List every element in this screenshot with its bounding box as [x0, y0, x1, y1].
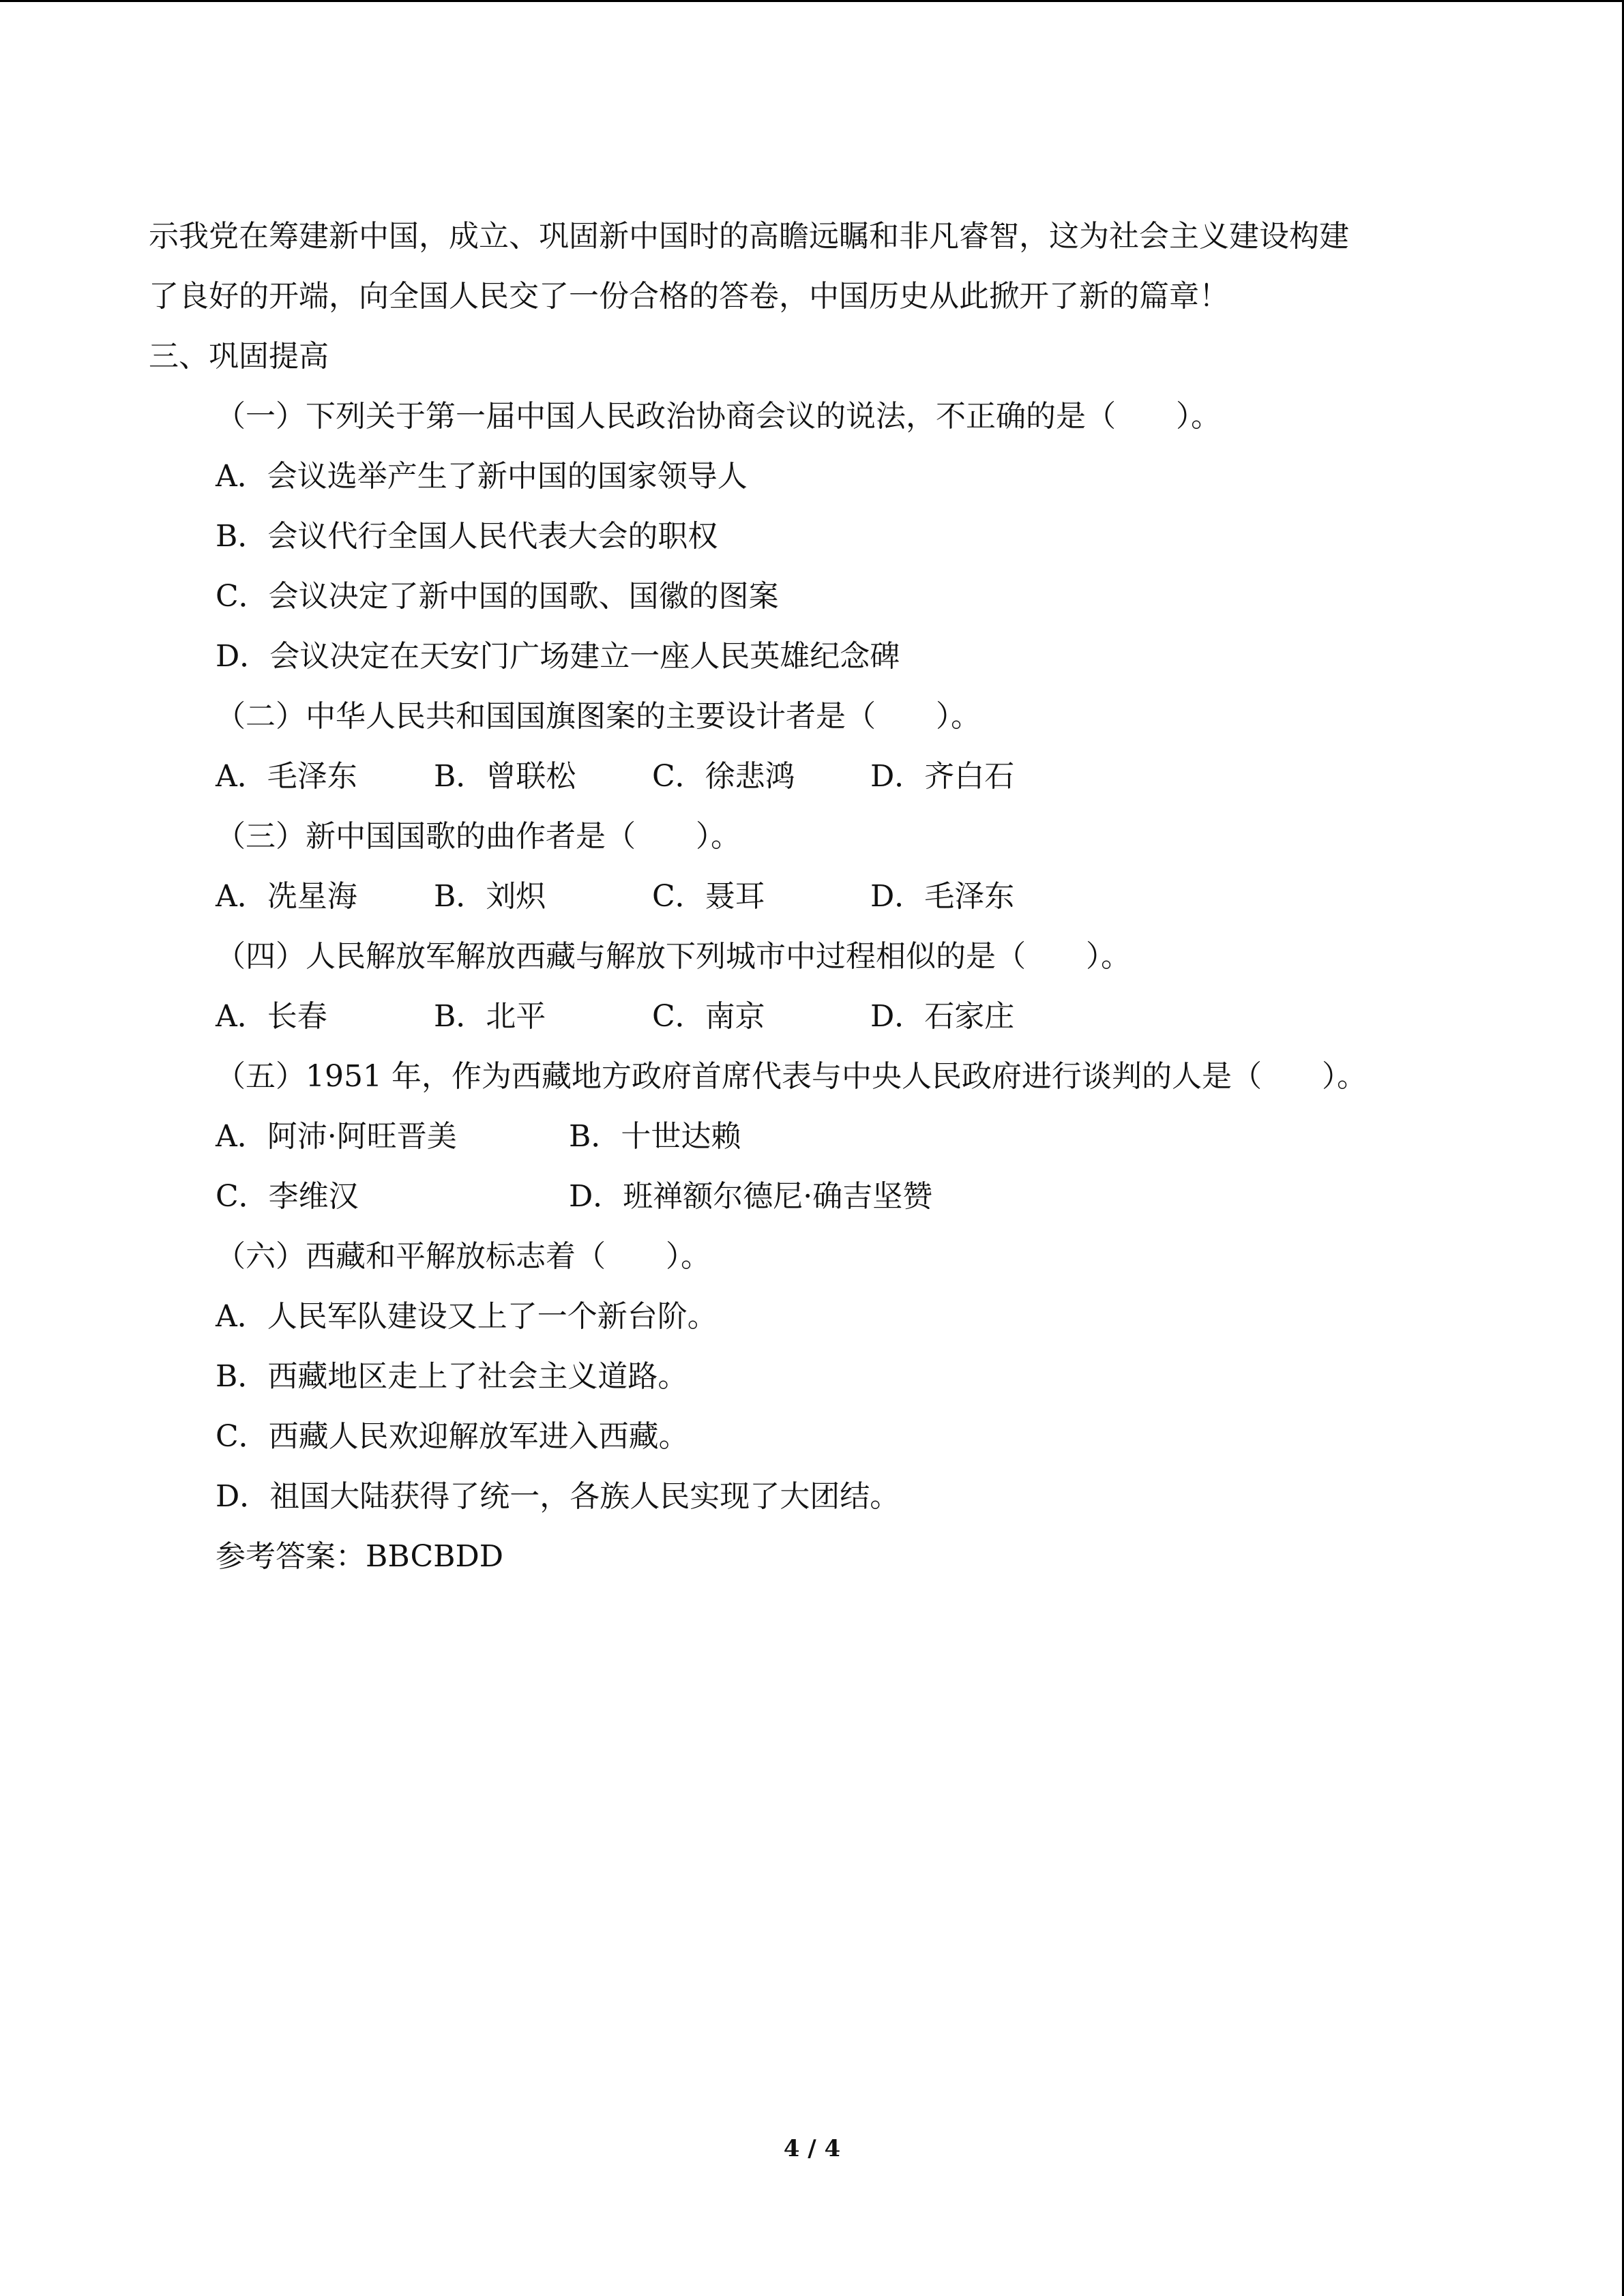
question-1-option-c: C．会议决定了新中国的国歌、国徽的图案	[216, 579, 779, 614]
question-4-option-c: C．南京	[652, 999, 765, 1034]
question-2-title: （二）中华人民共和国国旗图案的主要设计者是（ ）。	[216, 699, 981, 734]
question-1-option-d: D．会议决定在天安门广场建立一座人民英雄纪念碑	[216, 639, 900, 674]
question-5-title: （五）1951 年，作为西藏地方政府首席代表与中央人民政府进行谈判的人是（ ）。	[216, 1059, 1367, 1094]
page-number: 4 / 4	[783, 2135, 841, 2162]
section-title: 三、巩固提高	[149, 339, 329, 374]
document-content	[149, 207, 1486, 1587]
question-4-options	[149, 987, 1486, 1047]
question-2-option-d: D．齐白石	[870, 759, 1015, 794]
question-6-option-b: B．西藏地区走上了社会主义道路。	[216, 1359, 688, 1394]
intro-line-2: 了良好的开端，向全国人民交了一份合格的答卷，中国历史从此掀开了新的篇章！	[149, 279, 1229, 314]
question-4-option-a: A．长春	[216, 999, 327, 1034]
question-3-title: （三）新中国国歌的曲作者是（ ）。	[216, 819, 741, 854]
question-3-options	[149, 867, 1486, 927]
question-3-option-b: B．刘炽	[434, 879, 546, 914]
question-2-options	[149, 747, 1486, 807]
question-4-option-b: B．北平	[434, 999, 546, 1034]
question-5-options-row-1	[149, 1107, 1486, 1167]
question-1-title: （一）下列关于第一届中国人民政治协商会议的说法，不正确的是（ ）。	[216, 399, 1221, 434]
question-6-option-d: D．祖国大陆获得了统一，各族人民实现了大团结。	[216, 1479, 900, 1514]
question-6-title: （六）西藏和平解放标志着（ ）。	[216, 1239, 711, 1274]
question-5-option-a: A．阿沛·阿旺晋美	[216, 1119, 457, 1154]
question-5-options-row-2	[149, 1167, 1486, 1227]
question-1-option-a: A．会议选举产生了新中国的国家领导人	[216, 459, 748, 494]
answer-key: 参考答案：BBCBDD	[216, 1539, 504, 1574]
question-4-option-d: D．石家庄	[870, 999, 1015, 1034]
question-5-option-b: B．十世达赖	[569, 1119, 741, 1154]
question-1-option-b: B．会议代行全国人民代表大会的职权	[216, 519, 718, 554]
question-5-option-c: C．李维汉	[216, 1179, 359, 1214]
question-2-option-c: C．徐悲鸿	[652, 759, 795, 794]
question-3-option-d: D．毛泽东	[870, 879, 1015, 914]
question-6-option-c: C．西藏人民欢迎解放军进入西藏。	[216, 1419, 689, 1454]
question-3-option-a: A．冼星海	[216, 879, 357, 914]
question-2-option-a: A．毛泽东	[216, 759, 357, 794]
question-2-option-b: B．曾联松	[434, 759, 576, 794]
question-5-option-d: D．班禅额尔德尼·确吉坚赞	[569, 1179, 933, 1214]
question-3-option-c: C．聂耳	[652, 879, 765, 914]
intro-line-1: 示我党在筹建新中国，成立、巩固新中国时的高瞻远瞩和非凡睿智，这为社会主义建设构建	[149, 219, 1349, 254]
question-6-option-a: A．人民军队建设又上了一个新台阶。	[216, 1299, 718, 1334]
question-4-title: （四）人民解放军解放西藏与解放下列城市中过程相似的是（ ）。	[216, 939, 1131, 974]
